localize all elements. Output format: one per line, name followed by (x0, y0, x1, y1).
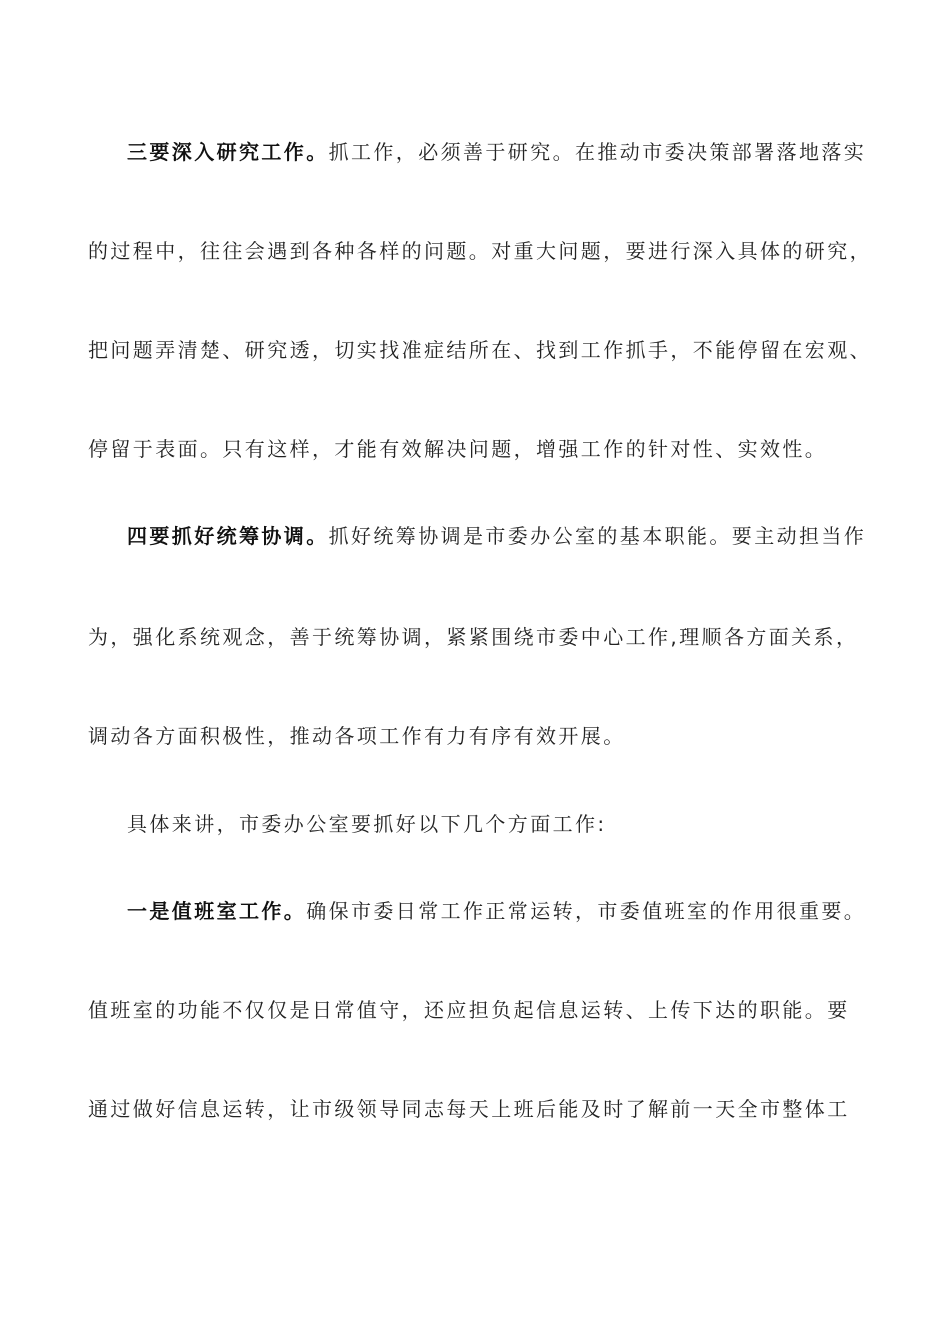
paragraph-4-line-2: 值班室的功能不仅仅是日常值守，还应担负起信息运转、上传下达的职能。要 (88, 998, 850, 1022)
paragraph-2-heading: 四要抓好统筹协调。 (127, 524, 329, 548)
paragraph-2-text: 抓好统筹协调是市委办公室的基本职能。要主动担当作 (328, 524, 867, 548)
paragraph-1-text: 抓工作，必须善于研究。在推动市委决策部署落地落实 (328, 140, 867, 164)
paragraph-4-line-1 (127, 897, 927, 925)
paragraph-2-line-2: 为，强化系统观念，善于统筹协调，紧紧围绕市委中心工作,理顺各方面关系， (88, 625, 859, 649)
paragraph-2-line-1 (127, 522, 927, 550)
paragraph-4-line-3: 通过做好信息运转，让市级领导同志每天上班后能及时了解前一天全市整体工 (88, 1097, 850, 1121)
paragraph-3-line-1: 具体来讲，市委办公室要抓好以下几个方面工作: (127, 812, 607, 836)
paragraph-1-line-4: 停留于表面。只有这样，才能有效解决问题，增强工作的针对性、实效性。 (88, 437, 828, 461)
paragraph-4-heading: 一是值班室工作。 (127, 899, 307, 923)
paragraph-4-text: 确保市委日常工作正常运转，市委值班室的作用很重要。 (306, 899, 867, 923)
paragraph-1-line-2: 的过程中，往往会遇到各种各样的问题。对重大问题，要进行深入具体的研究， (88, 239, 872, 263)
paragraph-1-heading: 三要深入研究工作。 (127, 140, 329, 164)
paragraph-2-line-3: 调动各方面积极性，推动各项工作有力有序有效开展。 (88, 724, 626, 748)
paragraph-1-line-1 (127, 138, 927, 166)
paragraph-1-line-3: 把问题弄清楚、研究透，切实找准症结所在、找到工作抓手，不能停留在宏观、 (88, 338, 872, 362)
